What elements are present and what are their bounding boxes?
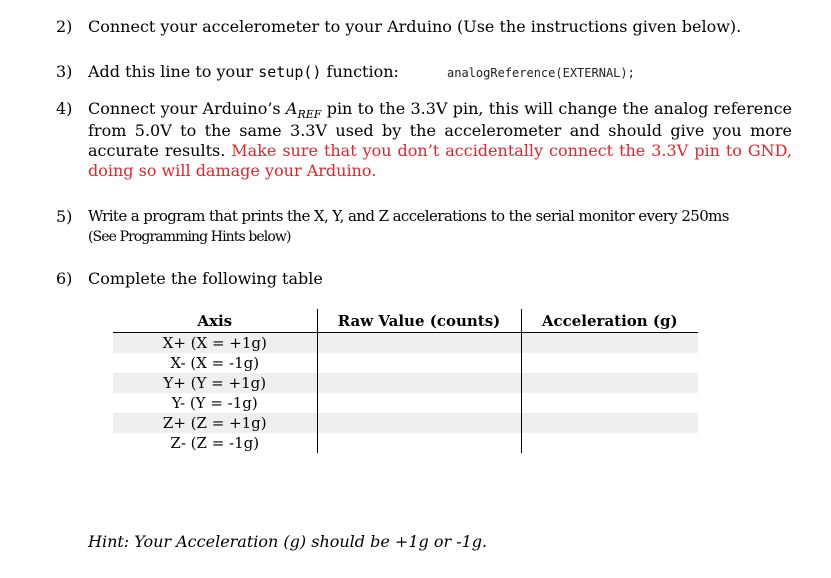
item-number: 4): [56, 99, 73, 118]
aref-subscript: REF: [297, 108, 322, 121]
acceleration-table: [113, 309, 698, 453]
axis-cell: Z- (Z = -1g): [170, 434, 260, 452]
instruction-item-3: [56, 61, 399, 83]
instruction-item-5: [88, 206, 808, 247]
aref-label: [285, 99, 322, 121]
header-raw-value: Raw Value (counts): [317, 309, 521, 333]
hint-text: Hint: Your Acceleration (g) should be +1g or -1g.: [88, 532, 488, 551]
axis-cell: Z+ (Z = +1g): [113, 413, 317, 433]
item-number: 2): [56, 17, 73, 36]
item-text-pre: Connect your Arduino’s: [88, 99, 286, 118]
header-acceleration: Acceleration (g): [521, 309, 698, 333]
item-number: 6): [56, 269, 73, 288]
acceleration-cell[interactable]: [521, 353, 698, 373]
aref-main: A: [285, 99, 298, 118]
raw-value-cell[interactable]: [317, 413, 521, 433]
table-row: [113, 373, 698, 393]
instruction-item-4-number: [56, 98, 88, 119]
instruction-item-6: [56, 268, 323, 289]
raw-value-cell[interactable]: [317, 393, 521, 413]
axis-cell: X- (X = -1g): [170, 354, 260, 372]
item-text: Connect your accelerometer to your Arduino (Use the instructions given below).: [88, 17, 742, 36]
item-number: 3): [56, 62, 73, 81]
item-text-post: function:: [321, 62, 399, 81]
raw-value-cell[interactable]: [317, 433, 521, 453]
item-text-line1: Write a program that prints the X, Y, and Z accelerations to the serial monitor every 250ms: [88, 207, 729, 225]
instruction-item-4: [88, 99, 792, 181]
table-row: [113, 333, 698, 354]
analog-reference-code: analogReference(EXTERNAL);: [447, 66, 635, 80]
table-header-row: [113, 309, 698, 333]
item-text: pin to the 3.3V pin, this will change the analog reference from 5.0V to the same 3.3V used by the accelerometer and should give you more accurate results.: [88, 99, 793, 160]
axis-cell: X+ (X = +1g): [113, 333, 317, 354]
acceleration-cell[interactable]: [521, 433, 698, 453]
instruction-item-2: [56, 16, 741, 37]
acceleration-cell[interactable]: [521, 373, 698, 393]
acceleration-cell[interactable]: [521, 413, 698, 433]
raw-value-cell[interactable]: [317, 373, 521, 393]
table-row: [113, 353, 698, 373]
axis-cell: Y+ (Y = +1g): [113, 373, 317, 393]
setup-function-code: setup(): [258, 63, 322, 81]
acceleration-cell[interactable]: [521, 333, 698, 354]
table-row: [113, 413, 698, 433]
table-row: [113, 393, 698, 413]
axis-cell: Y- (Y = -1g): [171, 394, 258, 412]
table-row: [113, 433, 698, 453]
header-axis: Axis: [113, 309, 317, 333]
raw-value-cell[interactable]: [317, 353, 521, 373]
item-text-line2: (See Programming Hints below): [88, 229, 291, 245]
item-number: 5): [56, 207, 73, 226]
raw-value-cell[interactable]: [317, 333, 521, 354]
item-text: Complete the following table: [88, 269, 323, 288]
warning-text: Make sure that you don’t accidentally connect the 3.3V pin to GND, doing so will damage your Arduino.: [88, 141, 793, 180]
item-text-pre: Add this line to your: [88, 62, 259, 81]
acceleration-cell[interactable]: [521, 393, 698, 413]
instruction-item-5-number: [56, 206, 88, 227]
